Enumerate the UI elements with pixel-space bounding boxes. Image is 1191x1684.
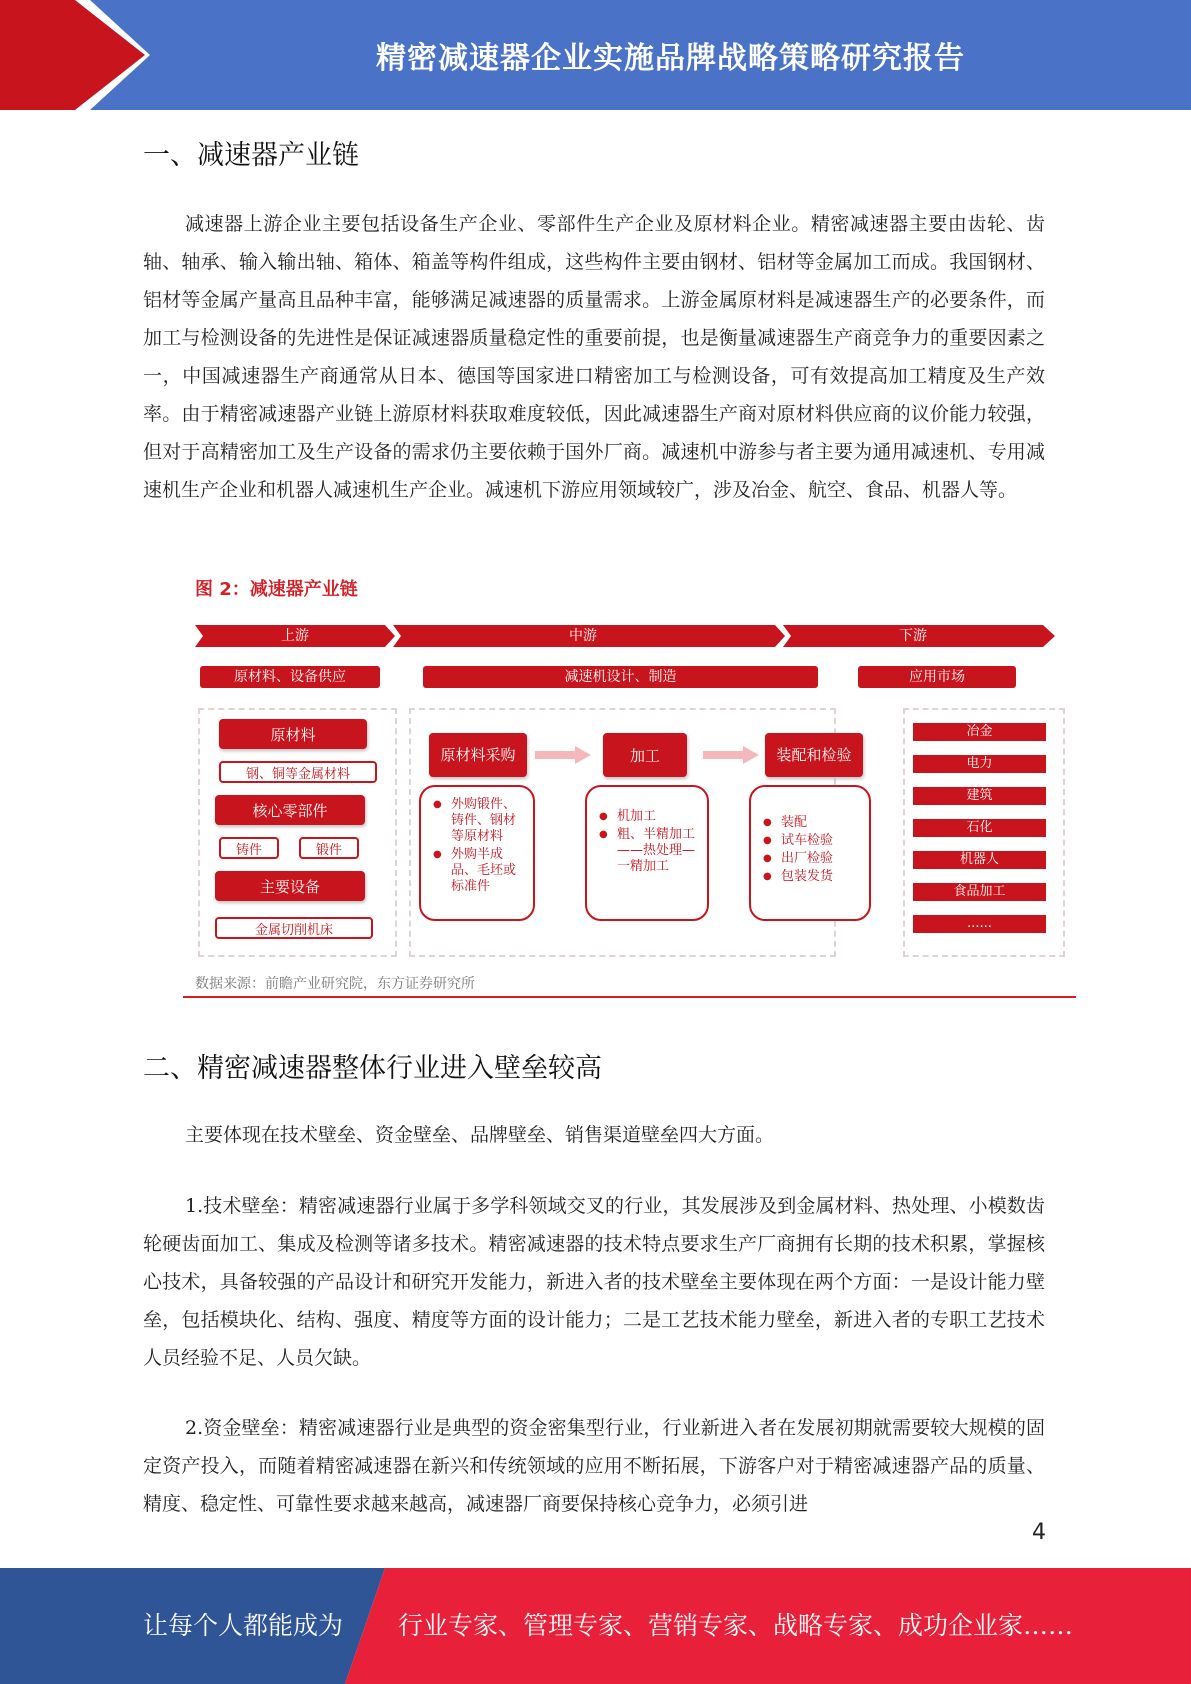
list-item: ● 机加工 [617, 809, 699, 825]
box-core-parts: 核心零部件 [215, 795, 365, 825]
footer-slogan-left: 让每个人都能成为 [143, 1611, 344, 1640]
section-heading-industry-chain: 一、减速器产业链 [143, 140, 359, 171]
box-raw-materials: 原材料 [219, 719, 367, 749]
app-petrochemical: 石化 [913, 819, 1046, 837]
category-upstream: 原材料、设备供应 [200, 666, 380, 688]
list-procurement [419, 785, 535, 921]
paragraph-capital-barrier: 2.资金壁垒：精密减速器行业是典型的资金密集型行业，行业新进入者在发展初期就需要较大规模的固定资产投入，而随着精密减速器在新兴和传统领域的应用不断拓展，下游客户对于精密减速器产品的质量、精度、稳定性、可靠性要求越来越高，减速器厂商要保持核心竞争力，必须引进 [143, 1417, 1045, 1515]
box-main-equipment: 主要设备 [215, 871, 365, 901]
figure-bottom-rule [183, 996, 1076, 998]
box-main-equipment-detail: 金属切削机床 [215, 917, 373, 939]
figure-source: 数据来源：前瞻产业研究院，东方证券研究所 [195, 976, 475, 992]
page-header [0, 0, 1191, 110]
category-downstream: 应用市场 [858, 666, 1016, 688]
header-red-chevron [0, 0, 150, 110]
list-processing [585, 785, 709, 921]
app-metallurgy: 冶金 [913, 723, 1046, 741]
list-item: ● 包装发货 [781, 869, 861, 885]
box-forgings: 锻件 [299, 837, 359, 859]
step-assembly-inspection: 装配和检验 [765, 733, 863, 777]
app-power: 电力 [913, 755, 1046, 773]
stage-downstream: 下游 [899, 628, 927, 644]
paragraph-intro: 主要体现在技术壁垒、资金壁垒、品牌壁垒、销售渠道壁垒四大方面。 [185, 1124, 775, 1146]
list-item: ● 出厂检验 [781, 851, 861, 867]
step-processing: 加工 [603, 733, 687, 777]
app-construction: 建筑 [913, 787, 1046, 805]
figure-title: 图 2：减速器产业链 [195, 579, 358, 600]
paragraph-tech-barrier: 1.技术壁垒：精密减速器行业属于多学科领域交叉的行业，其发展涉及到金属材料、热处理、小模数齿轮硬齿面加工、集成及检测等诸多技术。精密减速器的技术特点要求生产厂商拥有长期的技术积累，掌握核心技术，具备较强的产品设计和研究开发能力，新进入者的技术壁垒主要体现在两个方面：一是设计能力壁垒，包括模块化、结构、强度、精度等方面的设计能力；二是工艺技术能力壁垒，新进入者的专职工艺技术人员经验不足、人员欠缺。 [143, 1195, 1045, 1369]
stage-midstream: 中游 [569, 628, 597, 644]
app-more: ...... [913, 915, 1046, 933]
page-footer [0, 1568, 1191, 1684]
paragraph-industry-chain: 减速器上游企业主要包括设备生产企业、零部件生产企业及原材料企业。精密减速器主要由齿轮、齿轴、轴承、输入输出轴、箱体、箱盖等构件组成，这些构件主要由钢材、铝材等金属加工而成。我国钢材、铝材等金属产量高且品种丰富，能够满足减速器的质量需求。上游金属原材料是减速器生产的必要条件，而加工与检测设备的先进性是保证减速器质量稳定性的重要前提，也是衡量减速器生产商竞争力的重要因素之一，中国减速器生产商通常从日本、德国等国家进口精密加工与检测设备，可有效提高加工精度及生产效率。由于精密减速器产业链上游原材料获取难度较低，因此减速器生产商对原材料供应商的议价能力较强，但对于高精密加工及生产设备的需求仍主要依赖于国外厂商。减速机中游参与者主要为通用减速机、专用减速机生产企业和机器人减速机生产企业。减速机下游应用领域较广，涉及冶金、航空、食品、机器人等。 [143, 213, 1045, 501]
arrow-right-icon [535, 746, 591, 764]
list-item: ● 外购锻件、铸件、钢材等原材料 [451, 797, 525, 845]
app-robotics: 机器人 [913, 851, 1046, 869]
step-procurement: 原材料采购 [429, 733, 527, 777]
box-raw-materials-detail: 钢、铜等金属材料 [219, 761, 377, 783]
page-number: 4 [1032, 1520, 1046, 1545]
report-title: 精密减速器企业实施品牌战略策略研究报告 [376, 41, 965, 76]
category-midstream: 减速机设计、制造 [423, 666, 818, 688]
stage-upstream: 上游 [281, 628, 309, 644]
industry-chain-figure [183, 565, 1076, 1000]
app-food-processing: 食品加工 [913, 883, 1046, 901]
list-item: ● 试车检验 [781, 833, 861, 849]
box-castings: 铸件 [219, 837, 279, 859]
list-assembly [749, 785, 871, 921]
list-item: ● 外购半成品、毛坯或标准件 [451, 847, 525, 895]
list-item: ● 粗、半精加工——热处理—一精加工 [617, 827, 699, 875]
footer-slogan-right: 行业专家、管理专家、营销专家、战略专家、成功企业家…… [398, 1611, 1074, 1640]
arrow-right-icon [703, 746, 759, 764]
section-heading-entry-barriers: 二、精密减速器整体行业进入壁垒较高 [143, 1053, 602, 1084]
list-item: ● 装配 [781, 815, 861, 831]
